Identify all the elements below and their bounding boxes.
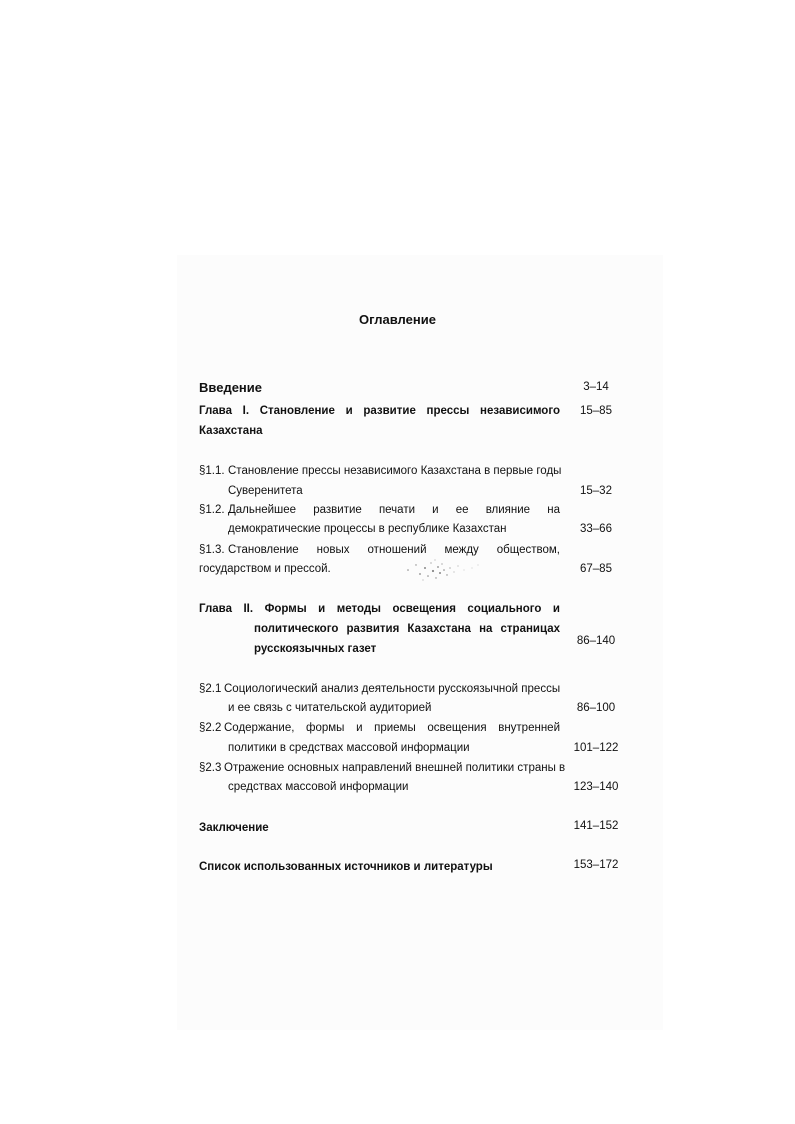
toc-page-section-2-3: 123–140 <box>573 781 619 793</box>
toc-section-2-3-line2: средствах массовой информации <box>228 781 409 793</box>
toc-section-1-2-line1: Дальнейшее развитие печати и ее влияние на <box>228 504 560 516</box>
toc-section-1-1-line2: Суверенитета <box>228 485 303 497</box>
scan-noise <box>398 556 488 584</box>
toc-page-section-1-2: 33–66 <box>580 523 612 535</box>
toc-section-2-1-line2: и ее связь с читательской аудиторией <box>228 702 432 714</box>
toc-section-2-3-line1: Отражение основных направлений внешней политики страны в <box>224 762 566 774</box>
toc-section-1-1-prefix: §1.1. <box>199 465 225 477</box>
toc-section-2-1-prefix: §2.1 <box>199 683 222 695</box>
toc-title: Оглавление <box>359 312 436 327</box>
toc-chapter-2-line1: Глава II. Формы и методы освещения социального и <box>199 603 560 615</box>
toc-chapter-1-line2: Казахстана <box>199 425 263 437</box>
toc-entry-conclusion: Заключение <box>199 822 269 834</box>
toc-chapter-1-line1: Глава I. Становление и развитие прессы независимого <box>199 405 560 417</box>
toc-section-1-2-prefix: §1.2. <box>199 504 225 516</box>
toc-page-chapter-1: 15–85 <box>580 405 612 417</box>
toc-page-section-1-1: 15–32 <box>580 485 612 497</box>
toc-page-section-2-2: 101–122 <box>573 742 619 754</box>
toc-chapter-2-line3: русскоязычных газет <box>254 643 377 655</box>
toc-page-chapter-2: 86–140 <box>576 635 616 647</box>
toc-section-2-3-prefix: §2.3 <box>199 762 222 774</box>
toc-section-2-1-line1: Социологический анализ деятельности русскоязычной прессы <box>224 683 561 695</box>
toc-section-1-1-line1: Становление прессы независимого Казахстана в первые годы <box>228 465 562 477</box>
toc-page-conclusion: 141–152 <box>573 820 619 832</box>
toc-section-2-2-prefix: §2.2 <box>199 722 222 734</box>
toc-page-introduction: 3–14 <box>583 381 609 393</box>
toc-page-references: 153–172 <box>573 859 619 871</box>
toc-section-2-2-line1: Содержание, формы и приемы освещения внутренней <box>224 722 560 734</box>
toc-page-section-2-1: 86–100 <box>576 702 616 714</box>
toc-section-1-3-prefix: §1.3. <box>199 544 225 556</box>
toc-section-1-2-line2: демократические процессы в республике Казахстан <box>228 523 507 535</box>
toc-section-1-3-line1: Становление новых отношений между обществом, <box>228 544 560 556</box>
toc-entry-references: Список использованных источников и литературы <box>199 861 493 873</box>
toc-page-section-1-3: 67–85 <box>580 563 612 575</box>
toc-chapter-2-line2: политического развития Казахстана на страницах <box>254 623 560 635</box>
toc-section-1-3-line2: государством и прессой. <box>199 563 331 575</box>
toc-section-2-2-line2: политики в средствах массовой информации <box>228 742 470 754</box>
toc-entry-introduction: Введение <box>199 380 262 395</box>
